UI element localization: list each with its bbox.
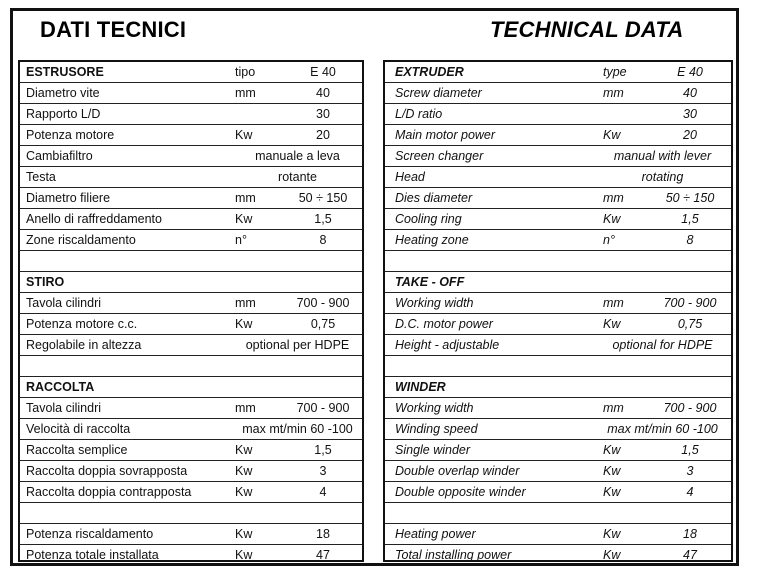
spec-row	[385, 440, 731, 461]
spec-value: 18	[316, 527, 330, 541]
spec-unit: mm	[603, 296, 624, 310]
spec-value: manual with lever	[613, 149, 712, 163]
spec-value: 1,5	[681, 443, 699, 457]
section-title: WINDER	[395, 380, 446, 394]
spec-row	[385, 314, 731, 335]
spec-label: Regolabile in altezza	[26, 338, 142, 352]
spec-value: 700 - 900	[663, 296, 717, 310]
spec-value: 8	[319, 233, 327, 247]
spec-label: Velocità di raccolta	[26, 422, 131, 436]
spec-value: 700 - 900	[296, 401, 350, 415]
section-title: EXTRUDER	[395, 65, 464, 79]
spec-value: rotating	[641, 170, 684, 184]
spec-unit: mm	[235, 296, 256, 310]
spec-unit: Kw	[235, 485, 253, 499]
spec-label: Anello di raffreddamento	[26, 212, 162, 226]
spec-row	[385, 230, 731, 251]
spec-row	[385, 524, 731, 545]
spec-label: Double opposite winder	[395, 485, 526, 499]
spec-row	[385, 104, 731, 125]
spec-row	[385, 461, 731, 482]
spec-value: max mt/min 60 -100	[242, 422, 353, 436]
spec-label: Cooling ring	[395, 212, 462, 226]
spec-label: Diametro vite	[26, 86, 100, 100]
spec-row	[20, 461, 362, 482]
spec-unit: n°	[603, 233, 615, 247]
spec-label: Screen changer	[395, 149, 484, 163]
spec-unit: mm	[235, 191, 256, 205]
spec-value: 50 ÷ 150	[665, 191, 715, 205]
spec-label: Rapporto L/D	[26, 107, 101, 121]
spec-value: 3	[686, 464, 694, 478]
section-header-row	[20, 377, 362, 398]
spec-row	[20, 398, 362, 419]
spec-row	[385, 125, 731, 146]
spec-unit: Kw	[235, 527, 253, 541]
spec-label: Raccolta semplice	[26, 443, 128, 457]
spec-value: 700 - 900	[663, 401, 717, 415]
spec-row	[385, 398, 731, 419]
spec-row	[20, 419, 362, 440]
spec-label: Winding speed	[395, 422, 478, 436]
spec-value: 4	[686, 485, 694, 499]
spec-label: Main motor power	[395, 128, 496, 142]
spec-value: 3	[319, 464, 327, 478]
spec-unit: Kw	[603, 212, 621, 226]
spec-value: 8	[686, 233, 694, 247]
spec-row	[20, 314, 362, 335]
spec-value: optional per HDPE	[245, 338, 350, 352]
title-english: TECHNICAL DATA	[490, 17, 684, 42]
spec-unit: Kw	[603, 317, 621, 331]
spec-unit: mm	[603, 191, 624, 205]
spec-label: Total installing power	[395, 548, 512, 562]
spec-unit: Kw	[603, 464, 621, 478]
spec-unit: n°	[235, 233, 247, 247]
title-italian: DATI TECNICI	[40, 17, 187, 42]
spec-row	[385, 293, 731, 314]
spec-unit: Kw	[235, 128, 253, 142]
spec-row	[20, 524, 362, 545]
spec-value: max mt/min 60 -100	[607, 422, 718, 436]
spec-row	[20, 104, 362, 125]
spec-unit: mm	[235, 401, 256, 415]
spec-label: Diametro filiere	[26, 191, 111, 205]
spec-label: Double overlap winder	[395, 464, 520, 478]
spec-row	[385, 209, 731, 230]
spec-value: 40	[683, 86, 697, 100]
spec-value: 4	[319, 485, 327, 499]
spec-value: 30	[316, 107, 330, 121]
spec-value: E 40	[310, 65, 336, 79]
spec-row	[20, 440, 362, 461]
spec-row	[20, 230, 362, 251]
spec-row	[20, 209, 362, 230]
spec-unit: Kw	[603, 128, 621, 142]
italian-spec-table	[18, 60, 364, 562]
spec-label: Working width	[395, 401, 474, 415]
spec-label: Tavola cilindri	[26, 401, 102, 415]
spec-value: 1,5	[681, 212, 699, 226]
spec-row	[385, 419, 731, 440]
spacer-row	[20, 503, 362, 524]
spec-unit: Kw	[235, 548, 253, 562]
spec-row	[385, 167, 731, 188]
spec-label: Potenza motore	[26, 128, 115, 142]
spec-unit: Kw	[603, 527, 621, 541]
section-header-row	[385, 272, 731, 293]
spec-value: 30	[683, 107, 697, 121]
spec-unit: mm	[603, 86, 624, 100]
spec-label: Heating power	[395, 527, 476, 541]
spec-unit: tipo	[235, 65, 256, 79]
spec-value: E 40	[677, 65, 703, 79]
spec-label: Screw diameter	[395, 86, 482, 100]
spec-row	[20, 125, 362, 146]
spec-row	[385, 83, 731, 104]
spec-unit: Kw	[235, 317, 253, 331]
spec-unit: Kw	[235, 464, 253, 478]
spec-unit: mm	[603, 401, 624, 415]
section-title: RACCOLTA	[26, 380, 95, 394]
spec-label: Dies diameter	[395, 191, 473, 205]
english-spec-table	[383, 60, 733, 562]
spec-label: Single winder	[395, 443, 471, 457]
spacer-row	[20, 356, 362, 377]
spec-label: Cambiafiltro	[26, 149, 93, 163]
section-header-row	[20, 272, 362, 293]
spec-row	[385, 146, 731, 167]
spec-label: Heating zone	[395, 233, 469, 247]
spec-row	[20, 167, 362, 188]
spec-row	[385, 335, 731, 356]
spec-label: Raccolta doppia sovrapposta	[26, 464, 188, 478]
spec-label: Testa	[26, 170, 56, 184]
spec-value: 0,75	[677, 317, 703, 331]
spec-value: 18	[683, 527, 697, 541]
spec-value: 50 ÷ 150	[298, 191, 348, 205]
section-header-row	[20, 62, 362, 83]
spec-label: L/D ratio	[395, 107, 443, 121]
spec-label: D.C. motor power	[395, 317, 493, 331]
spec-value: 700 - 900	[296, 296, 350, 310]
section-title: STIRO	[26, 275, 65, 289]
spec-label: Height - adjustable	[395, 338, 500, 352]
spacer-row	[385, 251, 731, 272]
spec-value: 1,5	[314, 212, 332, 226]
spacer-row	[385, 356, 731, 377]
spec-unit: Kw	[603, 443, 621, 457]
spec-unit: Kw	[235, 212, 253, 226]
spec-label: Potenza riscaldamento	[26, 527, 154, 541]
spec-row	[20, 293, 362, 314]
spacer-row	[20, 251, 362, 272]
spec-row	[20, 545, 362, 566]
spacer-row	[385, 503, 731, 524]
spec-unit: type	[603, 65, 627, 79]
spec-row	[385, 482, 731, 503]
spec-unit: Kw	[603, 485, 621, 499]
spec-unit: mm	[235, 86, 256, 100]
spec-row	[20, 188, 362, 209]
spec-unit: Kw	[235, 443, 253, 457]
spec-value: 20	[316, 128, 330, 142]
spec-value: manuale a leva	[255, 149, 340, 163]
spec-value: 47	[316, 548, 330, 562]
spec-value: 47	[683, 548, 697, 562]
section-title: ESTRUSORE	[26, 65, 104, 79]
spec-row	[20, 482, 362, 503]
spec-label: Head	[395, 170, 425, 184]
spec-value: optional for HDPE	[612, 338, 713, 352]
spec-label: Raccolta doppia contrapposta	[26, 485, 192, 499]
spec-row	[385, 188, 731, 209]
spec-label: Tavola cilindri	[26, 296, 102, 310]
spec-value: rotante	[278, 170, 317, 184]
section-header-row	[385, 62, 731, 83]
spec-label: Working width	[395, 296, 474, 310]
spec-row	[385, 545, 731, 566]
spec-label: Potenza motore c.c.	[26, 317, 138, 331]
spec-value: 20	[683, 128, 697, 142]
section-title: TAKE - OFF	[395, 275, 465, 289]
spec-row	[20, 146, 362, 167]
spec-value: 0,75	[310, 317, 336, 331]
spec-row	[20, 83, 362, 104]
spec-row	[20, 335, 362, 356]
spec-label: Potenza totale installata	[26, 548, 159, 562]
spec-value: 1,5	[314, 443, 332, 457]
spec-value: 40	[316, 86, 330, 100]
spec-unit: Kw	[603, 548, 621, 562]
spec-label: Zone riscaldamento	[26, 233, 136, 247]
section-header-row	[385, 377, 731, 398]
